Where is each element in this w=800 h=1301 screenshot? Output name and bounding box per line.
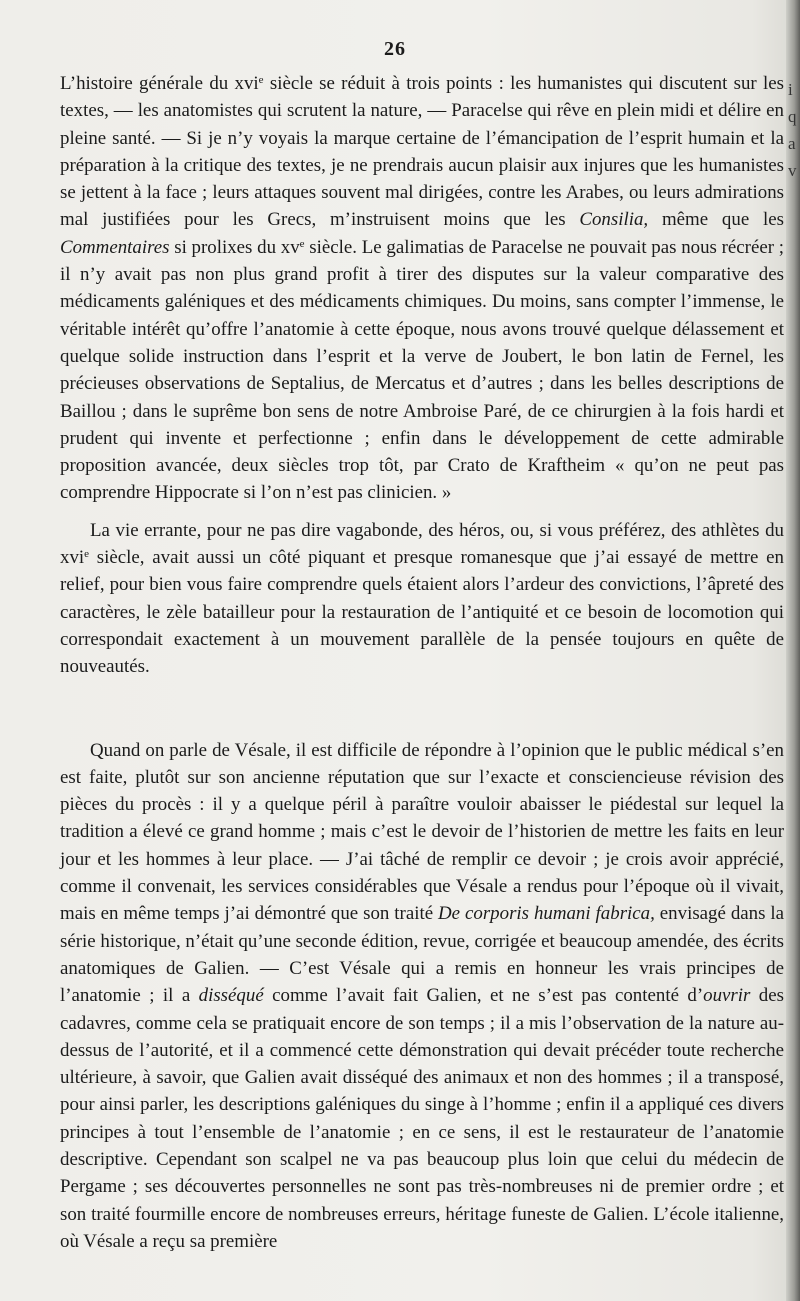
text-run: siècle se réduit à trois points : les humanistes qui discutent sur les textes, — les anatomistes qui scrutent la nature, — Paracelse qui rêve en plein midi et délire en pleine santé. — Si je n’y voyais la marque certaine de l’émancipation de l’esprit humain et la préparation à la critique des textes, je ne prendrais aucun plaisir aux injures que les humanistes se jettent à la face ; leurs attaques souvent mal dirigées, contre les Arabes, ou leurs admirations mal justifiées pour les Grecs, m’instruisent moins que les xyxy=(60,73,784,231)
text-run: Quand on parle de Vésale, il est difficile de répondre à l’opinion que le public médical s’en est faite, plutôt sur son ancienne réputation que sur l’exacte et consciencieuse révision des pièces du procès : il y a quelque péril à paraître vouloir abaisser le piédestal sur lequel la tradition a élevé ce grand homme ; mais c’est le devoir de l’historien de mettre les faits en leur jour et les hommes à leur place. — J’ai tâché de remplir ce devoir ; je crois avoir apprécié, comme il convenait, les services considérables que Vésale a rendus pour l’époque où il vivait, mais en même temps j’ai démontré que son traité xyxy=(60,739,784,925)
text-run: comme l’avait fait Galien, et ne s’est pas contenté d’ xyxy=(263,985,704,1007)
facing-page-edge xyxy=(788,80,798,188)
superscript: e xyxy=(84,548,90,561)
paragraph-2 xyxy=(60,517,784,681)
italic-run: ouvrir xyxy=(703,985,751,1007)
book-gutter xyxy=(786,0,800,1301)
text-run: La vie errante, pour ne pas dire vagabonde, des héros, ou, si vous préférez, des athlètes du xvi xyxy=(60,519,784,569)
superscript: e xyxy=(258,74,264,86)
text-run: si prolixes du xv xyxy=(169,236,300,258)
paragraph-3 xyxy=(60,737,784,1256)
italic-run: Consilia, xyxy=(579,209,649,231)
text-run: L’histoire générale du xvi xyxy=(60,73,259,94)
text-run: envisagé dans la série historique, n’était qu’une seconde édition, revue, corrigée et beaucoup amendée, des écrits anatomiques de Galien. — C’est Vésale qui a remis en honneur les vrais principes de l’anatomie ; il a xyxy=(60,903,785,1007)
italic-run: disséqué xyxy=(198,985,264,1007)
superscript: e xyxy=(299,237,305,250)
text-run: même que les xyxy=(648,209,784,231)
paragraph-gap xyxy=(60,507,784,517)
page-number: 26 xyxy=(384,38,406,60)
text-run: des cadavres, comme cela se pratiquait encore de son temps ; il a mis l’observation de la nature au-dessus de l’autorité, et il a commencé cette démonstration qui devait précéder toute recherche ultérieure, à savoir, que Galien avait disséqué des animaux et non des hommes ; il a transposé, pour ainsi parler, les descriptions galéniques du singe à l’homme ; enfin il a appliqué ces divers principes à tout l’ensemble de l’anatomie ; en ce sens, il est le restaurateur de l’anatomie descriptive. Cependant son scalpel ne va pas beaucoup plus loin que celui du médecin de Pergame ; ses découvertes personnelles ne sont pas très-nombreuses ni de premier ordre ; et son traité fourmille encore de nombreuses erreurs, héritage funeste de Galien. L’école italienne, où Vésale a reçu sa première xyxy=(60,985,784,1252)
italic-run: Commentaires xyxy=(60,236,170,258)
italic-run: De corporis humani fabrica, xyxy=(438,903,655,925)
edge-letter: q xyxy=(788,107,797,126)
edge-letter: v xyxy=(788,161,797,180)
text-run: siècle. Le galimatias de Paracelse ne pouvait pas nous récréer ; il n’y avait pas non plus grand profit à tirer des disputes sur la valeur comparative des médicaments galéniques et des médicaments chimiques. Du moins, sans compter l’immense, le véritable intérêt qu’offre l’anatomie à cette époque, nous avons trouvé quelque délassement et quelque solide instruction dans l’esprit et la verve de Joubert, le bon latin de Fernel, les précieuses observations de Septalius, de Mercatus et d’autres ; dans les belles descriptions de Baillou ; dans le suprême bon sens de notre Ambroise Paré, de ce chirurgien à la fois hardi et prudent qui invente et perfectionne ; enfin dans le développement de cette admirable proposition avancée, deux siècles trop tôt, par Crato de Kraftheim « qu’on ne peut pas comprendre Hippocrate si l’on n’est pas clinicien. » xyxy=(60,236,784,504)
edge-letter: i xyxy=(788,80,793,99)
body-text xyxy=(60,70,784,1255)
edge-letter: a xyxy=(788,134,796,153)
section-gap xyxy=(60,681,784,737)
text-run: siècle, avait aussi un côté piquant et presque romanesque que j’ai essayé de mettre en relief, pour bien vous faire comprendre quels étaient alors l’ardeur des convictions, l’âpreté des caractères, le zèle batailleur pour la restauration de l’antiquité et ce besoin de locomotion qui correspondait exactement à un mouvement parallèle de la pensée toujours en quête de nouveautés. xyxy=(60,547,784,678)
paragraph-1 xyxy=(60,70,784,507)
